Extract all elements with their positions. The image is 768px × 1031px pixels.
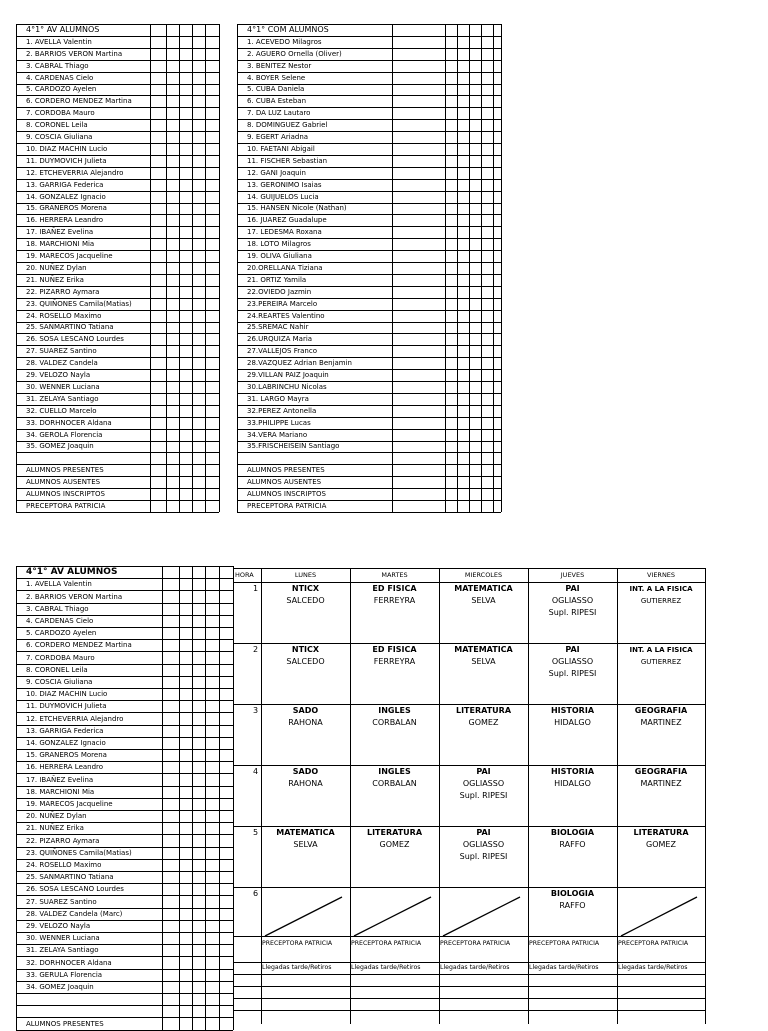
student-row: 27.VALLEJOS Franco: [247, 347, 317, 356]
student-row: 19. MARECOS Jacqueline: [26, 799, 113, 808]
schedule-column-line: [350, 568, 351, 1024]
subject-name: MATEMATICA: [276, 828, 335, 837]
student-row: 23. QUIÑONES Camila(Matias): [26, 848, 132, 857]
class-cell: [439, 766, 528, 802]
subject-name: GEOGRAFIA: [634, 767, 688, 776]
subject-name: PAI: [565, 645, 580, 654]
class-cell: [350, 827, 439, 851]
llegadas-label: Llegadas tarde/Retiros: [351, 964, 421, 971]
student-row: 22. PIZARRO Aymara: [26, 287, 100, 296]
student-row: 6. CORDERO MENDEZ Martina: [26, 97, 132, 106]
class-cell: [528, 705, 617, 729]
subject-name: NTICX: [291, 584, 320, 593]
sheet-border: [16, 24, 17, 512]
student-row: 14. GUIJUELOS Lucia: [247, 192, 319, 201]
student-row: 35.FRISCHEISEIN Santiago: [247, 442, 340, 451]
preceptora-label: PRECEPTORA PATRICIA: [262, 940, 333, 947]
teacher-name: OGLIASSO: [462, 779, 505, 788]
subject-name: BIOLOGIA: [550, 889, 595, 898]
student-row: 24.REARTES Valentino: [247, 311, 325, 320]
class-cell: [350, 705, 439, 729]
student-row: 5. CUBA Daniela: [247, 85, 305, 94]
student-row: 33.PHILIPPE Lucas: [247, 418, 311, 427]
footer-label: PRECEPTORA PATRICIA: [26, 501, 106, 510]
subject-name: ED FISICA: [372, 584, 417, 593]
student-row: 3. CABRAL Thiago: [26, 604, 89, 613]
student-row: 18. MARCHIONI Mia: [26, 240, 95, 249]
day-header-miercoles: MIERCOLES: [464, 571, 503, 579]
teacher-name: OGLIASSO: [462, 840, 505, 849]
student-row: 2. BARRIOS VERON Martina: [26, 49, 123, 58]
student-row: 17. IBAÑEZ Evelina: [26, 775, 94, 784]
hour-number: 3: [253, 706, 259, 715]
schedule-row-line: [233, 998, 705, 999]
student-row: 6. CORDERO MENDEZ Martina: [26, 641, 132, 650]
class-cell: [261, 766, 350, 790]
subject-name: ED FISICA: [372, 645, 417, 654]
teacher-name: HIDALGO: [554, 779, 591, 788]
class-cell: [261, 644, 350, 668]
student-row: 1. ACEVEDO Milagros: [247, 37, 322, 46]
student-row: 12. GANI Joaquin: [247, 168, 306, 177]
student-row: 33. GERULA Florencia: [26, 970, 103, 979]
student-row: 27. SUAREZ Santino: [26, 347, 97, 356]
student-row: 8. CORONEL Leila: [26, 665, 88, 674]
footer-label: ALUMNOS PRESENTES: [26, 466, 104, 475]
teacher-name: RAFFO: [559, 901, 586, 910]
subject-name: INT. A LA FISICA: [629, 646, 693, 654]
student-row: 3. CABRAL Thiago: [26, 61, 89, 70]
student-row: 1. AVELLA Valentin: [26, 37, 92, 46]
class-cell: [617, 827, 705, 851]
subject-name: SADO: [292, 767, 319, 776]
class-cell: [617, 644, 705, 668]
schedule-row-line: [233, 1010, 705, 1011]
student-row: 27. SUAREZ Santino: [26, 897, 97, 906]
teacher-name: CORBALAN: [372, 779, 417, 788]
student-row: 25. SANMARTINO Tatiana: [26, 323, 114, 332]
teacher-name: FERREYRA: [373, 657, 416, 666]
student-row: 20.ORELLANA Tiziana: [247, 263, 323, 272]
attendance-column-line: [469, 24, 470, 512]
student-row: 11. FISCHER Sebastian: [247, 156, 328, 165]
schedule-column-line: [705, 568, 706, 1024]
substitute-teacher: Supl. RIPESI: [548, 608, 597, 617]
student-row: 5. CARDOZO Ayelen: [26, 85, 97, 94]
student-row: 4. CARDENAS Cielo: [26, 73, 94, 82]
student-row: 18. LOTO Milagros: [247, 240, 311, 249]
attendance-column-line: [219, 566, 220, 1030]
teacher-name: CORBALAN: [372, 718, 417, 727]
student-row: 16. HERRERA Leandro: [26, 216, 104, 225]
class-cell: [439, 827, 528, 863]
student-row: 13. GERONIMO Isaias: [247, 180, 322, 189]
hour-number: 2: [253, 645, 259, 654]
teacher-name: RAHONA: [288, 779, 323, 788]
teacher-name: OGLIASSO: [551, 596, 594, 605]
student-row: 19. OLIVA Giuliana: [247, 252, 312, 261]
schedule-row-line: [233, 887, 705, 888]
llegadas-label: Llegadas tarde/Retiros: [440, 964, 510, 971]
schedule-column-line: [233, 568, 234, 1024]
subject-name: MATEMATICA: [454, 584, 513, 593]
footer-label: ALUMNOS INSCRIPTOS: [26, 490, 105, 499]
class-cell: [528, 583, 617, 619]
student-row: 28. VALDEZ Candela (Marc): [26, 909, 123, 918]
class-cell: [261, 827, 350, 851]
student-row: 30. WENNER Luciana: [26, 382, 100, 391]
teacher-name: GUTIERREZ: [640, 597, 682, 605]
day-header-lunes: LUNES: [294, 571, 317, 579]
teacher-name: SELVA: [471, 596, 496, 605]
hour-number: 5: [253, 828, 259, 837]
attendance-column-line: [179, 566, 180, 1030]
subject-name: PAI: [476, 828, 491, 837]
footer-label: ALUMNOS INSCRIPTOS: [247, 490, 326, 499]
attendance-column-line: [150, 24, 151, 512]
student-row: 17. LEDESMA Roxana: [247, 228, 322, 237]
student-row: 13. GARRIGA Federica: [26, 726, 104, 735]
sheet-title: 4°1° COM ALUMNOS: [247, 24, 329, 34]
student-row: 19. MARECOS Jacqueline: [26, 252, 113, 261]
student-row: 15. GRANEROS Morena: [26, 204, 107, 213]
preceptora-label: PRECEPTORA PATRICIA: [529, 940, 600, 947]
student-row: 30. WENNER Luciana: [26, 934, 100, 943]
subject-name: SADO: [292, 706, 319, 715]
student-row: 22. PIZARRO Aymara: [26, 836, 100, 845]
student-row: 10. DIAZ MACHIN Lucio: [26, 144, 108, 153]
attendance-column-line: [493, 24, 494, 512]
student-row: 4. CARDENAS Cielo: [26, 616, 94, 625]
student-row: 1. AVELLA Valentin: [26, 580, 92, 589]
subject-name: LITERATURA: [366, 828, 423, 837]
day-header-viernes: VIERNES: [646, 571, 676, 579]
grid-line: [16, 1005, 233, 1006]
attendance-column-line: [392, 24, 393, 512]
schedule-row-line: [233, 936, 705, 937]
substitute-teacher: Supl. RIPESI: [459, 791, 508, 800]
student-row: 23. QUIÑONES Camila(Matias): [26, 299, 132, 308]
grid-line: [237, 512, 501, 513]
student-row: 9. EGERT Ariadna: [247, 133, 309, 142]
student-row: 7. DA LUZ Lautaro: [247, 109, 311, 118]
class-cell: [261, 583, 350, 607]
student-row: 22.OVIEDO Jazmin: [247, 287, 312, 296]
student-row: 26.URQUIZA Maria: [247, 335, 313, 344]
student-row: 23.PEREIRA Marcelo: [247, 299, 318, 308]
teacher-name: HIDALGO: [554, 718, 591, 727]
footer-label: ALUMNOS PRESENTES: [26, 1019, 104, 1028]
teacher-name: SALCEDO: [286, 657, 325, 666]
student-row: 25. SANMARTINO Tatiana: [26, 873, 114, 882]
footer-label: PRECEPTORA PATRICIA: [247, 501, 327, 510]
student-row: 21. ORTIZ Yamila: [247, 275, 307, 284]
class-cell: [439, 583, 528, 607]
student-row: 28. VALDEZ Candela: [26, 359, 98, 368]
student-row: 11. DUYMOVICH Julieta: [26, 702, 107, 711]
student-row: 32.PEREZ Antonella: [247, 406, 317, 415]
grid-line: [16, 993, 233, 994]
grid-line: [16, 1030, 233, 1031]
student-row: 25.SREMAC Nahir: [247, 323, 309, 332]
attendance-column-line: [445, 24, 446, 512]
teacher-name: MARTINEZ: [640, 779, 682, 788]
footer-label: ALUMNOS AUSENTES: [26, 478, 101, 487]
class-cell: [350, 583, 439, 607]
student-row: 31. ZELAYA Santiago: [26, 394, 99, 403]
class-cell: [261, 705, 350, 729]
student-row: 26. SOSA LESCANO Lourdes: [26, 335, 124, 344]
student-row: 10. FAETANI Abigail: [247, 144, 315, 153]
attendance-column-line: [162, 566, 163, 1030]
student-row: 26. SOSA LESCANO Lourdes: [26, 885, 124, 894]
teacher-name: GOMEZ: [379, 840, 410, 849]
teacher-name: MARTINEZ: [640, 718, 682, 727]
hour-number: 6: [253, 889, 259, 898]
student-row: 20. NUÑEZ Dylan: [26, 812, 87, 821]
day-header-jueves: JUEVES: [560, 571, 585, 579]
student-row: 18. MARCHIONI Mia: [26, 787, 95, 796]
student-row: 16. JUAREZ Guadalupe: [247, 216, 327, 225]
class-cell: [528, 888, 617, 912]
student-row: 31. ZELAYA Santiago: [26, 946, 99, 955]
attendance-column-line: [205, 566, 206, 1030]
student-row: 35. GOMEZ Joaquin: [26, 442, 94, 451]
day-header-martes: MARTES: [381, 571, 408, 579]
subject-name: NTICX: [291, 645, 320, 654]
llegadas-label: Llegadas tarde/Retiros: [262, 964, 332, 971]
student-row: 29. VELOZO Nayla: [26, 921, 91, 930]
attendance-column-line: [219, 24, 220, 512]
subject-name: LITERATURA: [633, 828, 689, 837]
student-row: 16. HERRERA Leandro: [26, 763, 104, 772]
student-row: 13. GARRIGA Federica: [26, 180, 104, 189]
student-row: 29.VILLAN PAIZ Joaquin: [247, 371, 329, 380]
schedule-column-line: [261, 568, 262, 1024]
substitute-teacher: Supl. RIPESI: [459, 852, 508, 861]
class-cell: [617, 705, 705, 729]
subject-name: INGLES: [378, 767, 411, 776]
subject-name: INGLES: [378, 706, 411, 715]
class-cell: [439, 705, 528, 729]
student-row: 14. GONZALEZ Ignacio: [26, 738, 106, 747]
student-row: 8. DOMINGUEZ Gabriel: [247, 121, 328, 130]
student-row: 3. BENITEZ Nestor: [247, 61, 312, 70]
student-row: 28.VAZQUEZ Adrian Benjamin: [247, 359, 352, 368]
class-cell: [528, 827, 617, 851]
student-row: 32. DORHNOCER Aldana: [26, 958, 112, 967]
class-cell: [350, 644, 439, 668]
student-row: 14. GONZALEZ Ignacio: [26, 192, 106, 201]
student-row: 15. GRANEROS Morena: [26, 751, 107, 760]
student-row: 31. LARGO Mayra: [247, 394, 309, 403]
subject-name: HISTORIA: [550, 706, 595, 715]
student-row: 21. NUÑEZ Erika: [26, 824, 84, 833]
attendance-column-line: [501, 24, 502, 512]
subject-name: INT. A LA FISICA: [629, 585, 693, 593]
student-row: 9. COSCIA Giuliana: [26, 677, 93, 686]
subject-name: PAI: [565, 584, 580, 593]
sheet-title: 4°1° AV ALUMNOS: [26, 567, 118, 578]
attendance-column-line: [192, 24, 193, 512]
teacher-name: GOMEZ: [468, 718, 499, 727]
teacher-name: RAFFO: [559, 840, 586, 849]
subject-name: LITERATURA: [455, 706, 512, 715]
schedule-border: [233, 568, 705, 569]
class-cell: [528, 766, 617, 790]
student-row: 8. CORONEL Leila: [26, 121, 88, 130]
student-row: 15. HANSEN Nicole (Nathan): [247, 204, 347, 213]
attendance-column-line: [457, 24, 458, 512]
preceptora-label: PRECEPTORA PATRICIA: [618, 940, 689, 947]
preceptora-label: PRECEPTORA PATRICIA: [440, 940, 511, 947]
student-row: 34.VERA Mariano: [247, 430, 308, 439]
llegadas-label: Llegadas tarde/Retiros: [529, 964, 599, 971]
teacher-name: RAHONA: [288, 718, 323, 727]
subject-name: PAI: [476, 767, 491, 776]
teacher-name: SELVA: [293, 840, 318, 849]
grid-line: [237, 452, 501, 453]
subject-name: MATEMATICA: [454, 645, 513, 654]
student-row: 10. DIAZ MACHIN Lucio: [26, 690, 108, 699]
attendance-column-line: [179, 24, 180, 512]
student-row: 24. ROSELLO Maximo: [26, 311, 102, 320]
attendance-column-line: [481, 24, 482, 512]
student-row: 12. ETCHEVERRIA Alejandro: [26, 168, 124, 177]
grid-line: [16, 452, 219, 453]
student-row: 9. COSCIA Giuliana: [26, 133, 93, 142]
student-row: 20. NUÑEZ Dylan: [26, 263, 87, 272]
student-row: 30.LABRINCHU Nicolas: [247, 382, 327, 391]
attendance-column-line: [205, 24, 206, 512]
schedule-row-line: [233, 974, 705, 975]
schedule-row-line: [233, 986, 705, 987]
class-cell: [439, 644, 528, 668]
student-row: 2. BARRIOS VERON Martina: [26, 592, 123, 601]
student-row: 5. CARDOZO Ayelen: [26, 629, 97, 638]
schedule-column-line: [617, 568, 618, 1024]
student-row: 29. VELOZO Nayla: [26, 371, 91, 380]
class-cell: [617, 583, 705, 607]
substitute-teacher: Supl. RIPESI: [548, 669, 597, 678]
sheet-border: [237, 24, 238, 512]
class-cell: [528, 644, 617, 680]
student-row: 17. IBAÑEZ Evelina: [26, 228, 94, 237]
sheet-border: [16, 566, 17, 1030]
student-row: 6. CUBA Esteban: [247, 97, 307, 106]
student-row: 12. ETCHEVERRIA Alejandro: [26, 714, 124, 723]
footer-label: ALUMNOS AUSENTES: [247, 478, 322, 487]
hour-number: 1: [253, 584, 259, 593]
subject-name: HISTORIA: [550, 767, 595, 776]
attendance-column-line: [166, 24, 167, 512]
student-row: 24. ROSELLO Maximo: [26, 860, 102, 869]
attendance-column-line: [192, 566, 193, 1030]
schedule-column-line: [528, 568, 529, 1024]
class-cell: [617, 766, 705, 790]
teacher-name: OGLIASSO: [551, 657, 594, 666]
student-row: 7. CORDOBA Mauro: [26, 109, 95, 118]
teacher-name: SELVA: [471, 657, 496, 666]
teacher-name: GOMEZ: [646, 840, 676, 849]
sheet-title: 4°1° AV ALUMNOS: [26, 24, 100, 34]
student-row: 32. CUELLO Marcelo: [26, 406, 97, 415]
student-row: 7. CORDOBA Mauro: [26, 653, 95, 662]
footer-label: ALUMNOS PRESENTES: [247, 466, 325, 475]
teacher-name: GUTIERREZ: [640, 658, 682, 666]
student-row: 33. DORHNOCER Aldana: [26, 418, 112, 427]
subject-name: GEOGRAFIA: [634, 706, 688, 715]
hour-number: 4: [253, 767, 259, 776]
preceptora-label: PRECEPTORA PATRICIA: [351, 940, 422, 947]
class-cell: [350, 766, 439, 790]
student-row: 34. GOMEZ Joaquin: [26, 982, 94, 991]
student-row: 4. BOYER Selene: [247, 73, 306, 82]
subject-name: BIOLOGIA: [550, 828, 595, 837]
student-row: 21. NUÑEZ Erika: [26, 275, 84, 284]
student-row: 34. GEROLA Florencia: [26, 430, 103, 439]
llegadas-label: Llegadas tarde/Retiros: [618, 964, 688, 971]
student-row: 2. AGUERO Ornella (Oliver): [247, 49, 342, 58]
teacher-name: FERREYRA: [373, 596, 416, 605]
student-row: 11. DUYMOVICH Julieta: [26, 156, 107, 165]
hora-header: HORA: [235, 571, 254, 579]
grid-line: [16, 512, 219, 513]
teacher-name: SALCEDO: [286, 596, 325, 605]
